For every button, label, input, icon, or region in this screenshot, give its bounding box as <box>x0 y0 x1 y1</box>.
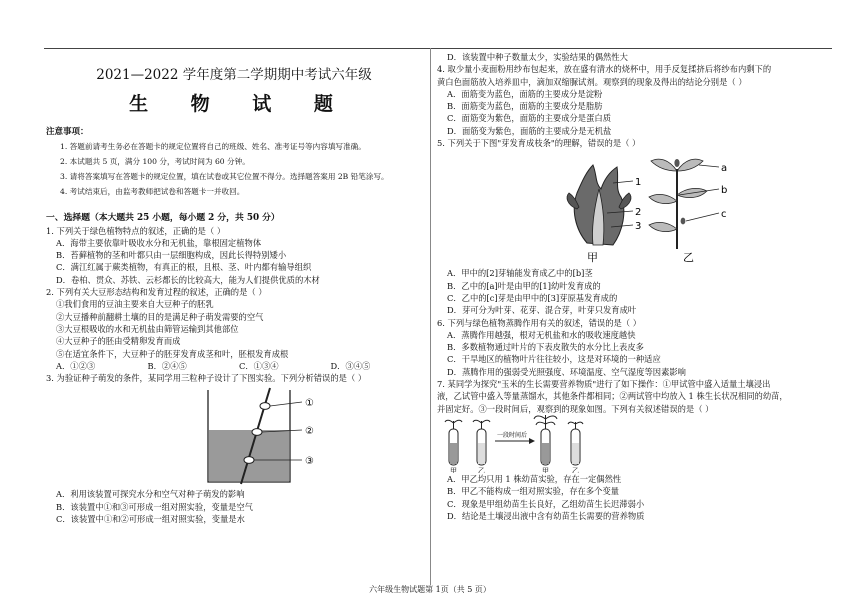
question-7-stem-line: 7. 某同学为探究"玉米的生长需要营养物质"进行了如下操作：①甲试管中盛入适量土壤浸出 <box>437 379 771 390</box>
seed-1 <box>260 403 270 410</box>
bud-section-drawing <box>567 165 631 245</box>
question-7-option-c: C．现象是甲组幼苗生长良好，乙组幼苗生长迟滞弱小 <box>447 498 645 509</box>
seed-3 <box>244 457 254 464</box>
top-rule <box>44 48 832 49</box>
question-6-option-b: B．多数植物通过叶片的下表皮散失的水分比上表皮多 <box>447 342 644 353</box>
page-footer: 六年级生物试题第 1页（共 5 页） <box>369 585 491 594</box>
question-2-statement: ①我们食用的豆油主要来自大豆种子的胚乳 <box>56 299 214 310</box>
figure-label-3: ③ <box>305 456 314 468</box>
question-5-option-b: B．乙中的[a]叶是由甲的[1]幼叶发育成的 <box>447 280 601 291</box>
seed-2 <box>252 429 262 436</box>
left-column <box>46 66 422 525</box>
question-2-option-b: B．②④⑤ <box>147 360 187 371</box>
question-6-option-d: D．蒸腾作用的强弱受光照强度、环境温度、空气湿度等因素影响 <box>447 366 686 377</box>
question-7-stem-line: 液，乙试管中盛入等量蒸馏水，其他条件都相同；②两试管中均放入 1 株生长状况相同的幼苗， <box>437 391 788 402</box>
question-5-option-a: A．甲中的[2]芽轴能发育成乙中的[b]茎 <box>447 268 593 279</box>
figure-label-2: ② <box>305 426 314 438</box>
question-2-statement: ②大豆播种前翻耕土壤的目的是满足种子萌发需要的空气 <box>56 311 264 322</box>
tubes-after <box>534 415 583 465</box>
subject-title: 生 物 试 题 <box>129 93 351 115</box>
branch-label-b: b <box>721 185 728 197</box>
question-2-option-c: C．①③④ <box>239 360 279 371</box>
question-7-option-d: D．结论是土壤浸出液中含有幼苗生长需要的营养物质 <box>447 510 645 521</box>
branch-label-a: a <box>721 163 728 175</box>
question-7-option-a: A．甲乙均只用 1 株幼苗实验，存在一定偶然性 <box>447 473 622 484</box>
arrow-label: 一段时间后 <box>497 431 528 439</box>
question-3-option-b: B．该装置中①和③可形成一组对照实验，变量是空气 <box>56 501 253 512</box>
question-5-figure <box>437 149 837 267</box>
question-1-option-b: B．苔藓植物的茎和叶都只由一层细胞构成，因此长得特别矮小 <box>56 250 287 261</box>
leader-line-1 <box>270 402 302 406</box>
question-2-statement: ③大豆根吸收的水和无机盐由筛管运输到其他部位 <box>56 323 239 334</box>
tube-label-yi-2: 乙 <box>572 466 579 473</box>
caption-yi: 乙 <box>683 251 694 265</box>
question-2-option-a: A．①②③ <box>56 360 96 371</box>
question-1-option-a: A．海带主要依靠叶吸收水分和无机盐，靠根固定植物体 <box>56 237 262 248</box>
figure-label-1: ① <box>305 398 314 410</box>
question-5-option-c: C．乙中的[c]芽是由甲中的[3]芽原基发育成的 <box>447 292 618 303</box>
question-1-option-c: C．满江红属于蕨类植物，有真正的根，且根、茎、叶内都有输导组织 <box>56 262 312 273</box>
question-3-option-c: C．该装置中①和②可形成一组对照实验，变量是水 <box>56 513 245 524</box>
bud-label-1: 1 <box>635 177 642 189</box>
section-heading: 一、选择题（本大题共 25 小题，每小题 2 分，共 50 分） <box>46 213 280 224</box>
question-2-options <box>46 360 422 372</box>
question-4-stem-line: 4. 取少量小麦面粉用纱布包起来，放在盛有清水的烧杯中，用手反复揉挤后将纱布内剩下的 <box>437 64 772 75</box>
question-5-stem: 5. 下列关于下图"芽发育成枝条"的理解，错误的是（ ） <box>437 138 641 149</box>
tube-label-jia-1: 甲 <box>450 466 457 473</box>
column-divider <box>430 48 431 585</box>
test-tube-diagram <box>437 415 837 473</box>
question-2-stem: 2. 下列有关大豆形态结构和发育过程的叙述，正确的是（ ） <box>46 287 267 298</box>
notice-item: 3. 请将答案填写在答题卡的规定位置，填在试卷或其它位置不得分。选择题答案用 2B 铅笔涂写。 <box>60 171 389 181</box>
notice-item: 1. 答题前请考生务必在答题卡的规定位置将自己的班级、姓名、准考证号等内容填写准确。 <box>60 141 366 151</box>
question-5-option-d: D．芽可分为叶芽、花芽、混合芽，叶芽只发育成叶 <box>447 305 637 316</box>
branch-drawing <box>649 159 707 249</box>
notice-heading: 注意事项： <box>46 127 89 137</box>
question-3-figure <box>46 384 422 488</box>
branch-label-c: c <box>721 209 727 221</box>
question-4-stem-line: 黄白色面筋放入培养皿中，滴加双缩脲试剂。观察到的现象及得出的结论分别是（ ） <box>437 76 747 87</box>
notice-item: 2. 本试题共 5 页，满分 100 分，考试时间为 60 分钟。 <box>60 156 250 166</box>
question-3-option-d: D．该装置中种子数量太少，实验结果的偶然性大 <box>447 52 628 62</box>
tube-label-jia-2: 甲 <box>542 466 549 473</box>
right-column <box>437 51 837 522</box>
bud-label-2: 2 <box>635 207 642 219</box>
question-3-option-a: A．利用该装置可探究水分和空气对种子萌发的影响 <box>56 489 245 500</box>
caption-jia: 甲 <box>587 251 598 265</box>
bud-branch-diagram <box>437 149 837 267</box>
question-6-stem: 6. 下列与绿色植物蒸腾作用有关的叙述，错误的是（ ） <box>437 317 642 328</box>
exam-title: 2021—2022 学年度第二学期期中考试六年级 <box>96 67 372 83</box>
question-7-figure <box>437 415 837 473</box>
tubes-before <box>445 420 490 465</box>
question-2-statement: ④大豆种子的胚由受精卵发育而成 <box>56 336 181 347</box>
question-2-statement: ⑤在适宜条件下，大豆种子的胚芽发育成茎和叶，胚根发育成根 <box>56 348 289 359</box>
question-7-stem-line: 并固定好。③一段时间后，观察到的现象如图。下列有关叙述错误的是（ ） <box>437 403 714 414</box>
question-6-option-c: C．干旱地区的植物叶片往往较小，这是对环境的一种适应 <box>447 354 661 365</box>
question-7-option-b: B．甲乙不能构成一组对照实验，存在多个变量 <box>447 486 620 497</box>
question-2-option-d: D．③④⑤ <box>330 360 371 371</box>
question-4-option-c: C．面筋变为紫色，面筋的主要成分是蛋白质 <box>447 113 611 124</box>
question-1-option-d: D．卷柏、贯众、苏铁、云杉都长的比较高大，能为人们提供优质的木材 <box>56 274 320 285</box>
bud-label-3: 3 <box>635 221 642 233</box>
question-3-stem: 3. 为验证种子萌发的条件，某同学用三粒种子设计了下图实验。下列分析错误的是（ ） <box>46 373 367 384</box>
question-4-option-d: D．面筋变为紫色，面筋的主要成分是无机盐 <box>447 125 612 136</box>
question-1-stem: 1. 下列关于绿色植物特点的叙述，正确的是（ ） <box>46 225 226 236</box>
question-4-option-b: B．面筋变为蓝色，面筋的主要成分是脂肪 <box>447 101 603 112</box>
question-4-option-a: A．面筋变为蓝色，面筋的主要成分是淀粉 <box>447 88 603 99</box>
question-6-option-a: A．蒸腾作用越强，根对无机盐和水的吸收速度越快 <box>447 329 636 340</box>
tube-label-yi-1: 乙 <box>478 466 485 473</box>
seed-germination-diagram <box>46 384 422 488</box>
notice-item: 4. 考试结束后，由监考教师把试卷和答题卡一并收回。 <box>60 186 245 196</box>
